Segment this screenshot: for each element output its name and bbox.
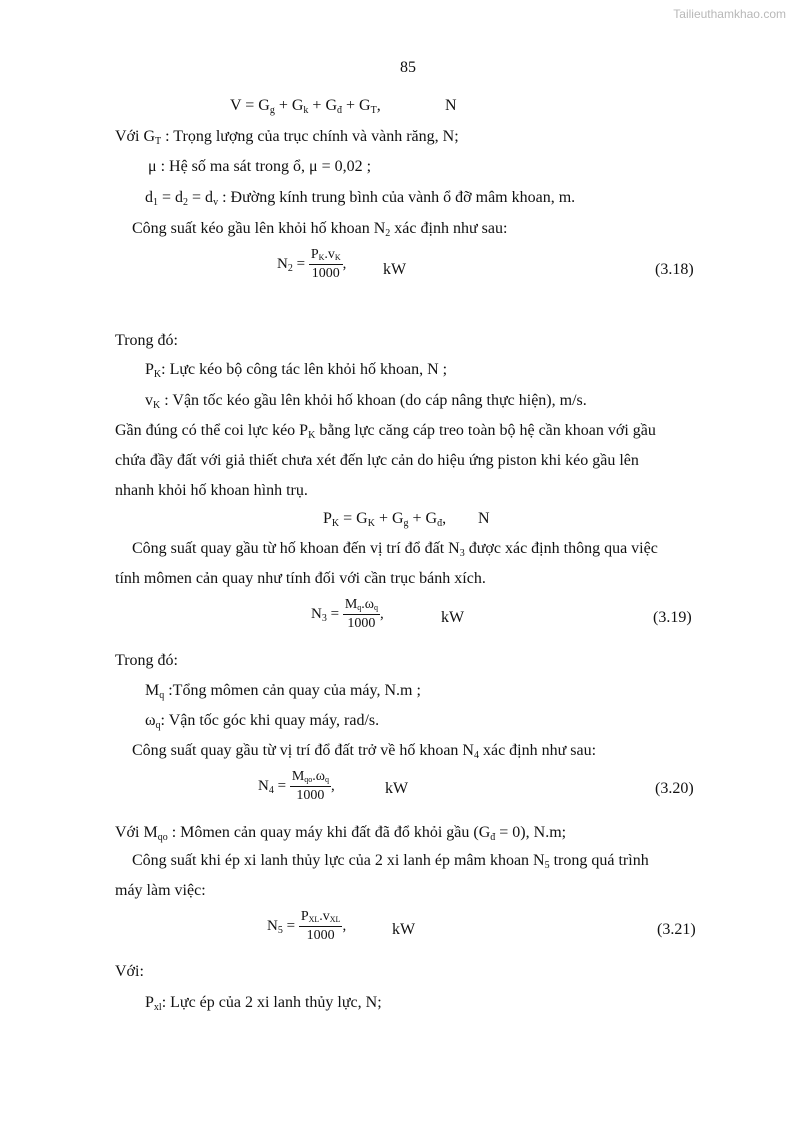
n5-intro: Công suất khi ép xi lanh thủy lực của 2 xi lanh ép mâm khoan $N_5$ trong quá trình xyxy=(132,852,649,871)
equation-3-20: $N_4$ = $\frac{M_{qo}.\omega_q}{1000}$ , xyxy=(258,769,335,803)
vk-definition: $v_K$ : Vận tốc kéo gầu lên khỏi hố khoan (do cáp nâng thực hiện), m/s. xyxy=(145,392,587,411)
mu-definition: μ : Hệ số ma sát trong ổ, μ = 0,02 ; xyxy=(148,158,372,175)
n4-intro: Công suất quay gầu từ vị trí đổ đất trở về hố khoan $N_4$ xác định như sau: xyxy=(132,742,597,761)
trong-do-heading: Trong đó: xyxy=(115,652,178,669)
voi-heading: Với: xyxy=(115,963,144,980)
v-equation: $V = G_g + G_k + G_đ + G_T$, xyxy=(230,97,381,116)
paragraph-line: Gần đúng có thể coi lực kéo $P_K$ bằng lực căng cáp treo toàn bộ hệ cần khoan với gầu xyxy=(115,422,656,441)
unit-3-18: kW xyxy=(383,261,407,278)
pk-equation: $P_K = G_K + G_g + G_đ$, xyxy=(323,510,447,529)
label-3-20: (3.20) xyxy=(655,780,694,797)
fraction: $\frac{P_K.v_K}{1000}$ xyxy=(310,247,341,281)
equation-3-21: $N_5$ = $\frac{P_{XL}.v_{XL}}{1000}$ , xyxy=(267,909,347,943)
label-3-19: (3.19) xyxy=(653,609,692,626)
n3-intro: Công suất quay gầu từ hố khoan đến vị trí đổ đất $N_3$ được xác định thông qua việc xyxy=(132,540,658,559)
equation-3-18: $N_2$ = $\frac{P_K.v_K}{1000}$ , xyxy=(277,247,347,281)
unit-3-21: kW xyxy=(392,921,416,938)
pk-equation-unit: N xyxy=(478,510,490,527)
unit-3-19: kW xyxy=(441,609,465,626)
label-3-21: (3.21) xyxy=(657,921,696,938)
fraction: $\frac{M_{qo}.\omega_q}{1000}$ xyxy=(291,769,329,803)
mqo-definition: Với $M_{qo}$ : Mômen cản quay máy khi đất đã đổ khỏi gầu $(G_đ = 0)$, N.m; xyxy=(115,824,567,843)
n2-intro: Công suất kéo gầu lên khỏi hố khoan $N_2$ xác định như sau: xyxy=(132,220,508,239)
mq-definition: $M_q$ :Tổng mômen cản quay của máy, N.m ; xyxy=(145,682,421,701)
trong-do-heading: Trong đó: xyxy=(115,332,178,349)
unit-3-20: kW xyxy=(385,780,409,797)
watermark: Tailieuthamkhao.com xyxy=(673,7,786,21)
d-definition: $d_1 = d_2 = d_v$ : Đường kính trung bình của vành ổ đỡ mâm khoan, m. xyxy=(145,189,576,208)
label-3-18: (3.18) xyxy=(655,261,694,278)
paragraph-line: máy làm việc: xyxy=(115,882,206,899)
paragraph-line: chứa đầy đất với giả thiết chưa xét đến lực cản do hiệu ứng piston khi kéo gầu lên xyxy=(115,452,639,469)
equation-3-19: $N_3$ = $\frac{M_q.\omega_q}{1000}$ , xyxy=(311,597,384,631)
v-equation-unit: N xyxy=(445,97,457,114)
gt-definition: Với $G_T$ : Trọng lượng của trục chính và vành răng, N; xyxy=(115,128,459,147)
paragraph-line: nhanh khỏi hố khoan hình trụ. xyxy=(115,482,308,499)
fraction: $\frac{M_q.\omega_q}{1000}$ xyxy=(344,597,378,631)
wq-definition: $\omega_q$: Vận tốc góc khi quay máy, rad/s. xyxy=(145,712,380,731)
pxl-definition: $P_{xl}$: Lực ép của 2 xi lanh thủy lực, N; xyxy=(145,994,382,1013)
paragraph-line: tính mômen cản quay như tính đối với cần trục bánh xích. xyxy=(115,570,486,587)
fraction: $\frac{P_{XL}.v_{XL}}{1000}$ xyxy=(300,909,341,943)
pk-definition: $P_K$: Lực kéo bộ công tác lên khỏi hố khoan, N ; xyxy=(145,361,448,380)
page-number: 85 xyxy=(400,59,416,76)
